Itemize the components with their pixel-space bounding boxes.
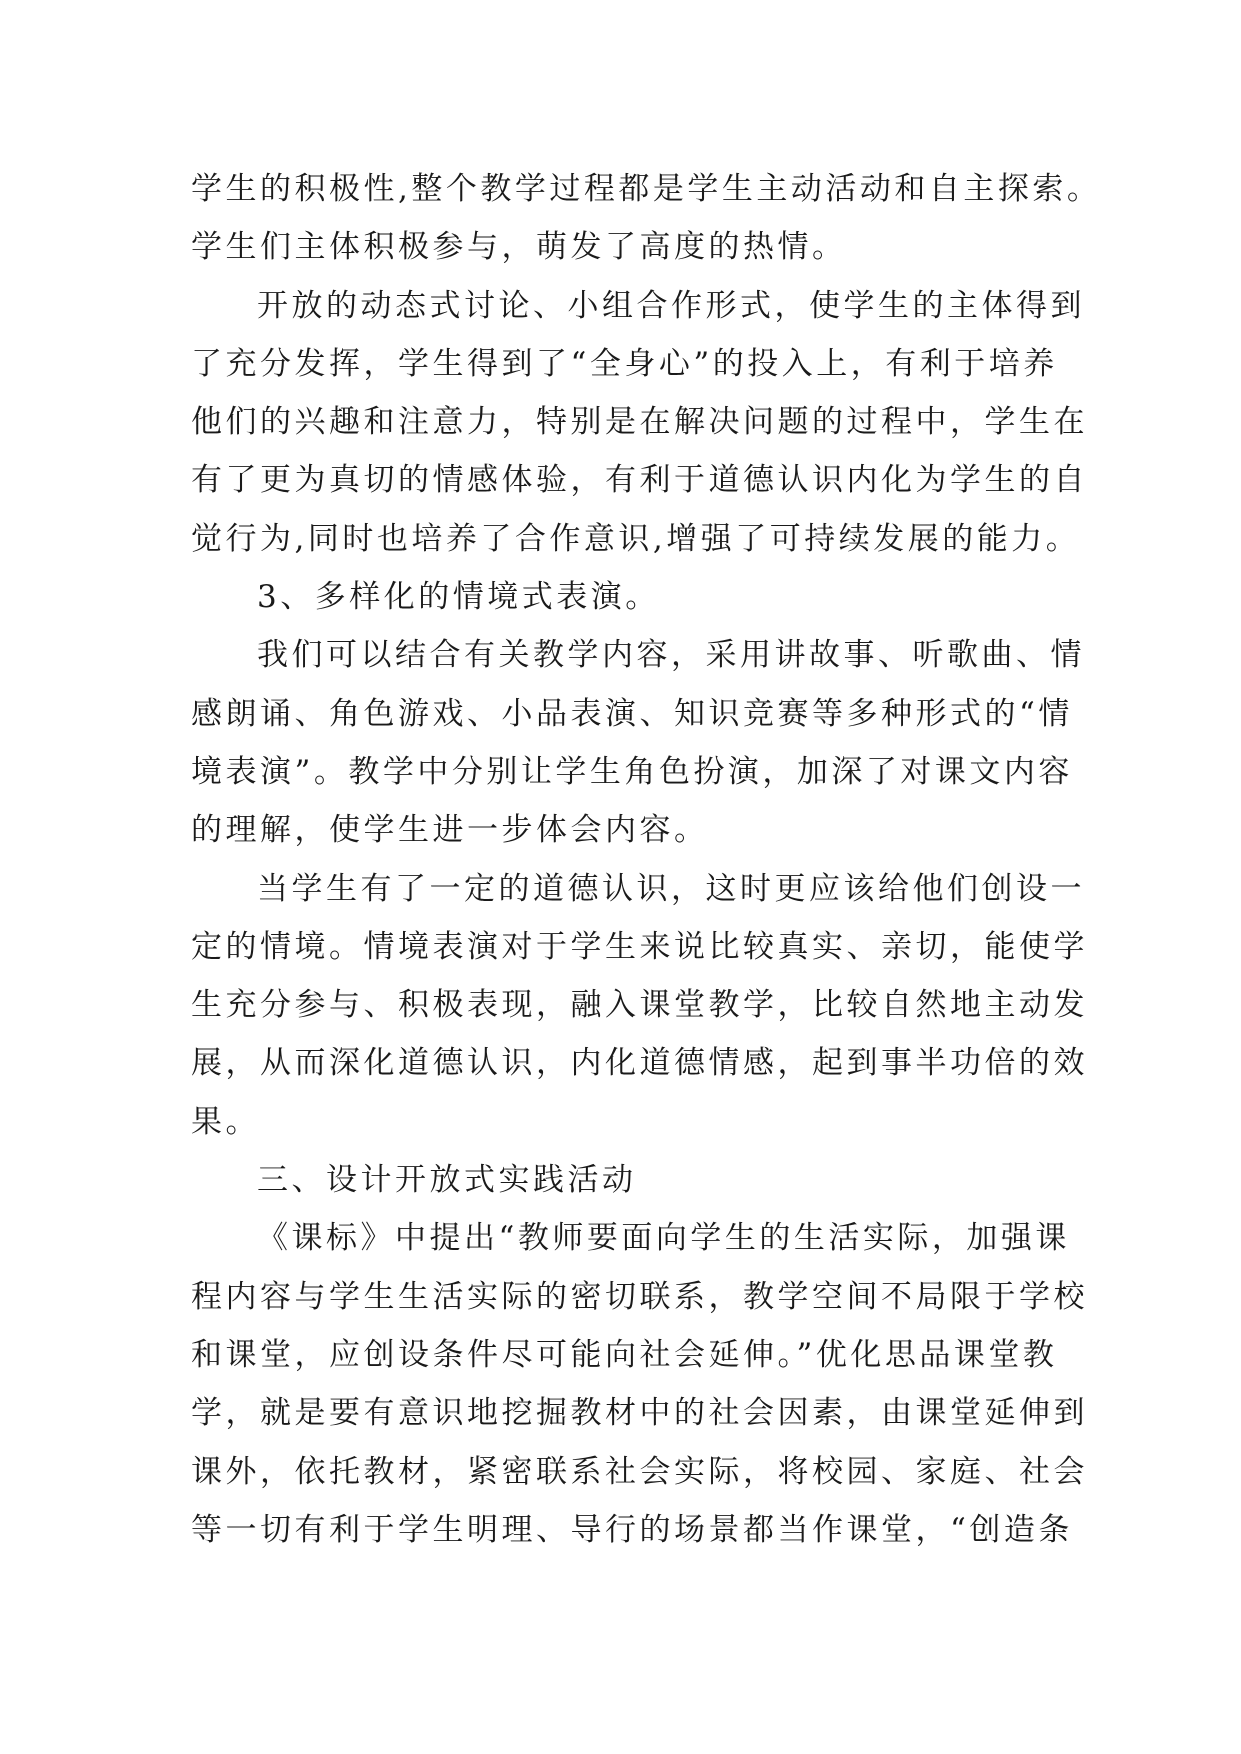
text-line: 定的情境。情境表演对于学生来说比较真实、亲切，能使学 [191,928,1088,965]
text-line: 果。 [191,1103,260,1140]
text-line: 他们的兴趣和注意力，特别是在解决问题的过程中，学生在 [191,404,1088,441]
text-line: 课外，依托教材，紧密联系社会实际，将校园、家庭、社会 [191,1453,1088,1490]
text-line: 程内容与学生生活实际的密切联系，教学空间不局限于学校 [191,1278,1088,1315]
section-heading-three: 三、设计开放式实践活动 [257,1162,637,1199]
text-line: 的理解，使学生进一步体会内容。 [191,812,709,849]
text-line: 学生的积极性,整个教学过程都是学生主动活动和自主探索。 [191,171,1102,207]
text-line: 学，就是要有意识地挖掘教材中的社会因素，由课堂延伸到 [191,1395,1088,1432]
text-line: 境表演”。教学中分别让学生角色扮演，加深了对课文内容 [191,753,1073,790]
text-line: 学生们主体积极参与，萌发了高度的热情。 [191,229,847,266]
text-line: 和课堂，应创设条件尽可能向社会延伸。”优化思品课堂教 [191,1336,1058,1373]
text-line: 了充分发挥，学生得到了“全身心”的投入上，有利于培养 [191,345,1058,382]
paragraph-start-line: 《课标》中提出“教师要面向学生的生活实际，加强课 [257,1220,1070,1257]
text-line: 展，从而深化道德认识，内化道德情感，起到事半功倍的效 [191,1045,1088,1082]
document-body [191,160,1102,1559]
paragraph-start-line: 开放的动态式讨论、小组合作形式，使学生的主体得到 [257,287,1085,324]
paragraph-start-line: 我们可以结合有关教学内容，采用讲故事、听歌曲、情 [257,637,1085,674]
text-line: 有了更为真切的情感体验，有利于道德认识内化为学生的自 [191,462,1088,499]
text-line: 感朗诵、角色游戏、小品表演、知识竞赛等多种形式的“情 [191,695,1073,732]
paragraph-start-line: 当学生有了一定的道德认识，这时更应该给他们创设一 [257,870,1085,907]
text-line: 生充分参与、积极表现，融入课堂教学，比较自然地主动发 [191,987,1088,1024]
section-heading-3: 3、多样化的情境式表演。 [257,579,660,616]
text-line: 觉行为,同时也培养了合作意识,增强了可持续发展的能力。 [191,520,1081,557]
text-line: 等一切有利于学生明理、导行的场景都当作课堂，“创造条 [191,1511,1073,1548]
